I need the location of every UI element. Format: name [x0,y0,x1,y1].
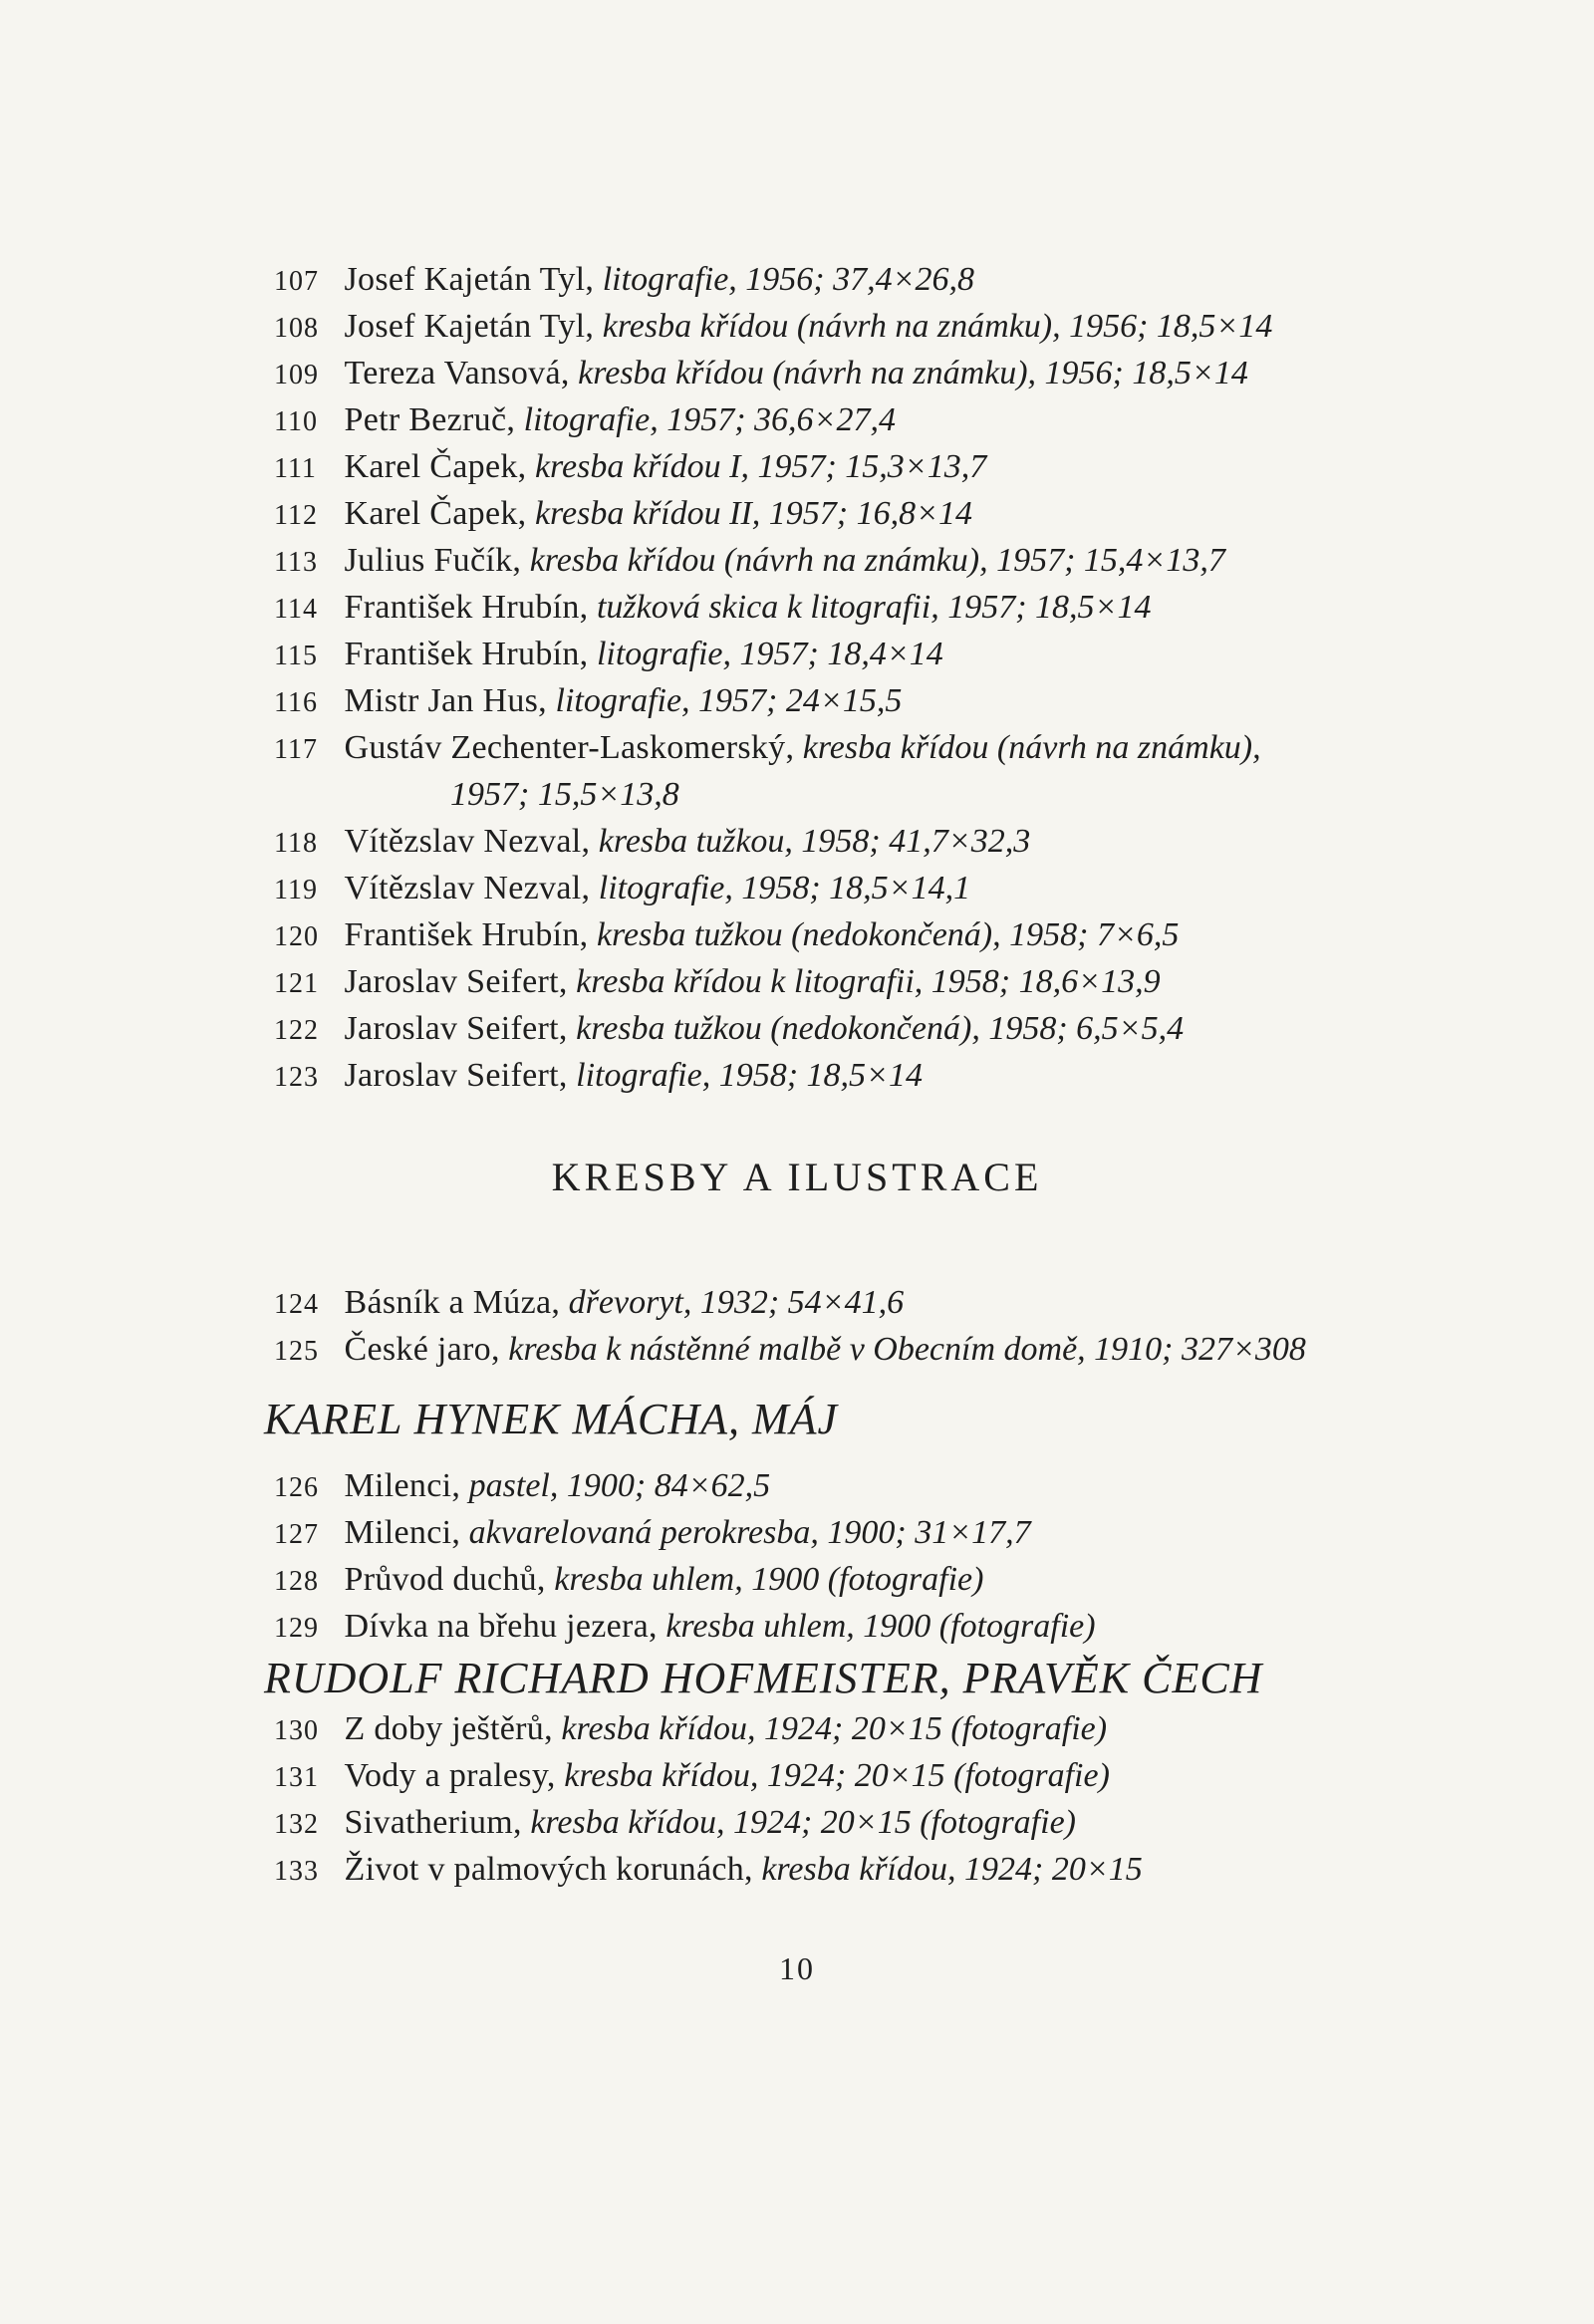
section-heading: RUDOLF RICHARD HOFMEISTER, PRAVĚK ČECH [264,1654,1263,1702]
entry-number: 127 [274,1519,319,1550]
entry-name: Karel Čapek, [344,495,527,532]
entry-continuation: 1957; 15,5×13,8 [450,776,679,813]
entry-name: Život v palmových korunách, [344,1851,753,1888]
entry-number: 112 [274,500,318,531]
entry-name: Milenci, [344,1514,461,1551]
entry-description: kresba křídou, 1924; 20×15 (fotografie) [561,1710,1108,1747]
entry-name: Tereza Vansová, [344,355,570,391]
list-item [274,586,1529,632]
entry-name: Jaroslav Seifert, [344,963,568,1000]
entry-number: 132 [274,1809,319,1840]
entry-number: 122 [274,1015,319,1046]
entry-number: 126 [274,1472,319,1503]
list-item [274,820,1529,866]
entry-name: Sivatherium, [344,1804,522,1841]
list-item [274,1558,1529,1604]
page-number: 10 [779,1950,815,1986]
entry-description: kresba tužkou (nedokončená), 1958; 6,5×5,4 [576,1010,1185,1047]
entry-name: František Hrubín, [344,916,589,953]
entry-name: Milenci, [344,1467,461,1504]
entry-description: kresba uhlem, 1900 (fotografie) [554,1561,984,1598]
entry-name: Vítězslav Nezval, [344,870,591,906]
entry-number: 107 [274,266,319,297]
list-item [274,1328,1529,1374]
entry-number: 119 [274,875,318,905]
entry-number: 120 [274,921,319,952]
list-item [274,726,1529,772]
entry-number: 110 [274,406,318,437]
entry-number: 113 [274,547,318,578]
entry-name: Jaroslav Seifert, [344,1057,568,1094]
list-item [274,1848,1529,1894]
entry-description: kresba k nástěnné malbě v Obecním domě, 1910; 327×308 [508,1331,1306,1368]
entry-description: dřevoryt, 1932; 54×41,6 [568,1284,905,1321]
entry-description: kresba křídou II, 1957; 16,8×14 [534,495,973,532]
entry-description: akvarelovaná perokresba, 1900; 31×17,7 [468,1514,1031,1551]
entry-description: kresba křídou (návrh na známku), [802,729,1261,766]
list-item [274,1511,1529,1557]
entry-description: kresba tužkou (nedokončená), 1958; 7×6,5 [596,916,1180,953]
entry-description: tužková skica k litografii, 1957; 18,5×14 [596,589,1152,626]
entry-description: kresba křídou, 1924; 20×15 (fotografie) [530,1804,1076,1841]
entry-number: 108 [274,313,319,344]
entry-number: 129 [274,1613,319,1644]
entry-name: Vody a pralesy, [344,1757,556,1794]
list-item [274,1801,1529,1847]
entry-number: 109 [274,360,319,390]
entry-name: Karel Čapek, [344,448,527,485]
entry-description: kresba křídou, 1924; 20×15 [761,1851,1143,1888]
entry-number: 125 [274,1336,319,1367]
list-item [274,1281,1529,1327]
list-item [274,539,1529,585]
list-item [274,492,1529,538]
entry-name: Gustáv Zechenter-Laskomerský, [344,729,795,766]
entry-name: Julius Fučík, [344,542,522,579]
entry-name: Mistr Jan Hus, [344,682,547,719]
entry-name: Josef Kajetán Tyl, [344,261,595,298]
entry-name: František Hrubín, [344,636,589,672]
list-item [274,445,1529,491]
section-heading: KAREL HYNEK MÁCHA, MÁJ [264,1395,839,1443]
entry-name: Dívka na břehu jezera, [344,1608,658,1645]
entry-number: 133 [274,1856,319,1887]
entry-description: litografie, 1956; 37,4×26,8 [602,261,975,298]
entry-description: litografie, 1957; 18,4×14 [596,636,943,672]
list-item [274,679,1529,725]
entry-description: litografie, 1958; 18,5×14 [576,1057,923,1094]
entry-description: litografie, 1958; 18,5×14,1 [598,870,971,906]
list-item [274,305,1529,351]
entry-description: kresba křídou k litografii, 1958; 18,6×13,9 [576,963,1161,1000]
entry-number: 115 [274,641,318,671]
entry-number: 111 [274,453,317,484]
entry-description: kresba křídou (návrh na známku), 1957; 15,4×13,7 [529,542,1225,579]
entry-name: Petr Bezruč, [344,401,516,438]
entry-description: kresba křídou, 1924; 20×15 (fotografie) [564,1757,1110,1794]
entry-name: Vítězslav Nezval, [344,823,591,860]
list-item [274,1605,1529,1651]
list-item [274,1754,1529,1800]
entry-name: Josef Kajetán Tyl, [344,308,595,345]
list-item [274,258,1529,304]
entry-name: Jaroslav Seifert, [344,1010,568,1047]
entry-name: Básník a Múza, [344,1284,561,1321]
list-item [274,1007,1529,1053]
entry-description: kresba uhlem, 1900 (fotografie) [665,1608,1096,1645]
list-item [274,867,1529,912]
list-item [274,398,1529,444]
entry-description: pastel, 1900; 84×62,5 [468,1467,771,1504]
entry-number: 124 [274,1289,319,1320]
entry-description: litografie, 1957; 24×15,5 [555,682,903,719]
entry-number: 121 [274,968,319,999]
entry-description: kresba křídou (návrh na známku), 1956; 18,5×14 [602,308,1273,345]
list-item [274,1707,1529,1753]
list-item [274,913,1529,959]
entry-number: 131 [274,1762,319,1793]
entry-description: kresba tužkou, 1958; 41,7×32,3 [598,823,1031,860]
list-item [274,1464,1529,1510]
list-item [274,960,1529,1006]
entry-number: 123 [274,1062,319,1093]
list-item [274,633,1529,678]
entry-name: Průvod duchů, [344,1561,546,1598]
entry-description: kresba křídou (návrh na známku), 1956; 18,5×14 [578,355,1248,391]
entry-name: Z doby ještěrů, [344,1710,553,1747]
section-heading: KRESBY A ILUSTRACE [551,1155,1043,1199]
entry-name: František Hrubín, [344,589,589,626]
entry-name: České jaro, [344,1331,500,1368]
entry-number: 130 [274,1715,319,1746]
entry-number: 118 [274,828,318,859]
list-item [274,1054,1529,1100]
list-item [274,352,1529,397]
entry-number: 128 [274,1566,319,1597]
entry-description: litografie, 1957; 36,6×27,4 [523,401,896,438]
entry-number: 114 [274,594,318,625]
entry-description: kresba křídou I, 1957; 15,3×13,7 [534,448,987,485]
entry-number: 117 [274,734,318,765]
entry-number: 116 [274,687,318,718]
